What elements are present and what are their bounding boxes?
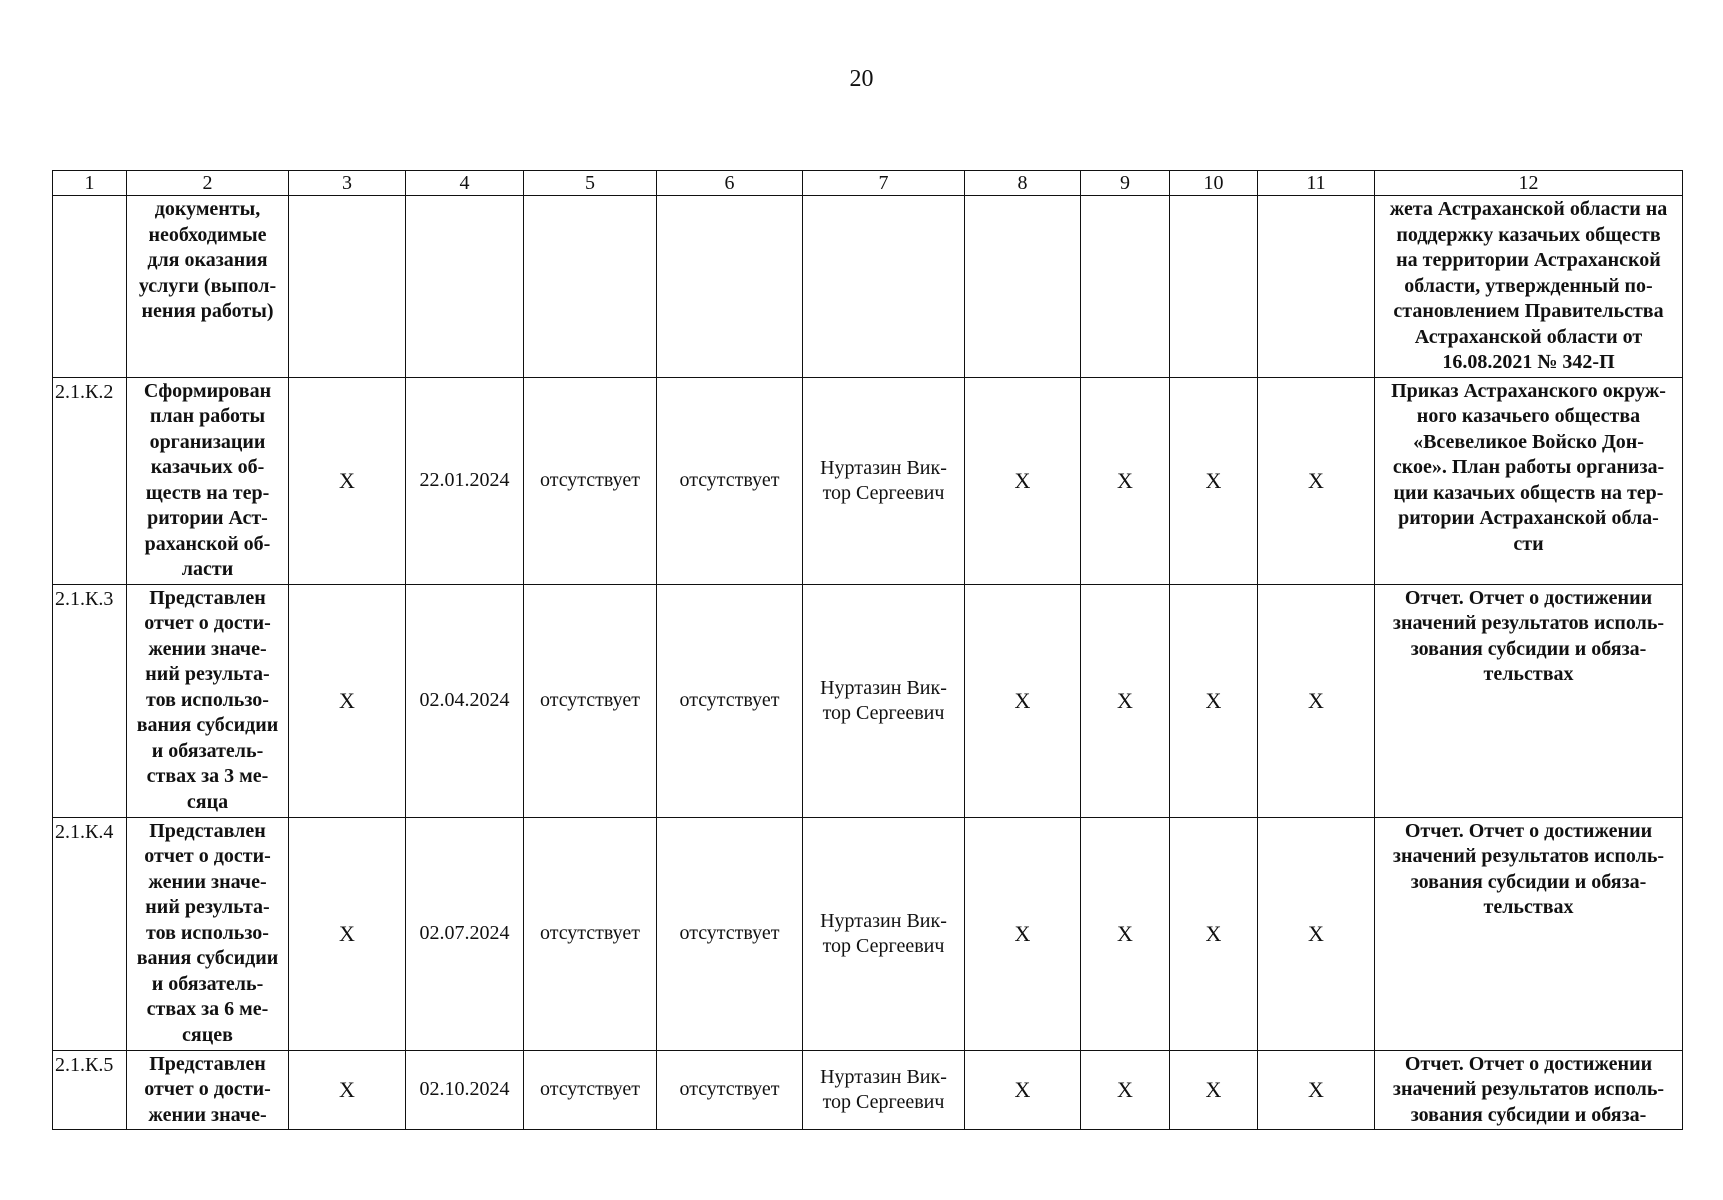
responsible-line: тор Сергеевич xyxy=(822,701,945,724)
row-id-cell: 2.1.К.3 xyxy=(53,584,127,817)
activity-line: отчет о дости- xyxy=(144,612,271,634)
mark-cell: Х xyxy=(1081,584,1170,817)
activity-line: вания субсидии xyxy=(136,947,279,969)
mark-cell: Х xyxy=(965,817,1081,1050)
activity-line: вания субсидии xyxy=(136,714,279,736)
responsible-line: Нуртазин Вик- xyxy=(820,1065,947,1088)
status-cell: отсутствует xyxy=(657,1050,803,1130)
status-cell: отсутствует xyxy=(657,817,803,1050)
row-id-cell: 2.1.К.2 xyxy=(53,377,127,584)
document-line: Отчет. Отчет о достижении xyxy=(1404,586,1653,609)
activity-line: ритории Аст- xyxy=(147,507,268,529)
empty-cell xyxy=(289,196,406,378)
activity-line: ствах за 6 ме- xyxy=(146,998,269,1020)
document-line: на территории Астраханской xyxy=(1396,249,1661,271)
activity-line: тов использо- xyxy=(146,921,269,944)
document-line: Отчет. Отчет о достижении xyxy=(1404,819,1653,842)
status-cell: отсутствует xyxy=(657,584,803,817)
document-line: Отчет. Отчет о достижении xyxy=(1404,1052,1653,1075)
status-cell: отсутствует xyxy=(524,377,657,584)
responsible-cell xyxy=(803,377,965,584)
activity-line: услуги (выпол- xyxy=(138,274,277,297)
responsible-line: Нуртазин Вик- xyxy=(820,909,947,932)
responsible-line: тор Сергеевич xyxy=(822,481,945,504)
mark-cell: Х xyxy=(1258,1050,1375,1130)
activity-line: для оказания xyxy=(147,249,268,271)
mark-cell: Х xyxy=(1170,1050,1258,1130)
date-cell: 02.07.2024 xyxy=(406,817,524,1050)
activity-line: Сформирован xyxy=(143,379,272,402)
header-cell: 6 xyxy=(657,171,803,196)
activity-line: документы, xyxy=(154,198,261,220)
mark-cell: Х xyxy=(289,1050,406,1130)
activity-line: раханской об- xyxy=(144,532,271,555)
table-row xyxy=(53,584,1683,817)
activity-cell xyxy=(127,196,289,378)
header-cell: 11 xyxy=(1258,171,1375,196)
document-cell xyxy=(1375,196,1683,378)
status-cell: отсутствует xyxy=(524,584,657,817)
document-line: 16.08.2021 № 342-П xyxy=(1442,351,1615,373)
activity-line: Представлен xyxy=(149,1052,266,1075)
activity-line: и обязатель- xyxy=(151,739,264,762)
document-line: области, утвержденный по- xyxy=(1404,274,1653,297)
document-line: значений результатов исполь- xyxy=(1392,1078,1665,1100)
document-line: Приказ Астраханского окруж- xyxy=(1391,379,1666,402)
document-cell xyxy=(1375,817,1683,1050)
responsible-cell xyxy=(803,817,965,1050)
status-cell: отсутствует xyxy=(657,377,803,584)
document-line: ного казачьего общества xyxy=(1416,405,1641,427)
document-line: зования субсидии и обяза- xyxy=(1410,637,1647,660)
mark-cell: Х xyxy=(965,377,1081,584)
activity-line: ний результа- xyxy=(145,663,270,685)
activity-line: организации xyxy=(149,430,266,453)
activity-cell xyxy=(127,377,289,584)
plan-table xyxy=(52,170,1683,1130)
header-row xyxy=(53,171,1683,196)
mark-cell: Х xyxy=(289,584,406,817)
document-line: «Всевеликое Войско Дон- xyxy=(1413,430,1644,453)
mark-cell: Х xyxy=(1258,584,1375,817)
activity-line: ствах за 3 ме- xyxy=(146,765,269,787)
header-cell: 7 xyxy=(803,171,965,196)
mark-cell: Х xyxy=(1170,377,1258,584)
document-cell xyxy=(1375,1050,1683,1130)
document-line: ское». План работы организа- xyxy=(1392,456,1665,478)
date-cell: 02.10.2024 xyxy=(406,1050,524,1130)
activity-line: Представлен xyxy=(149,819,266,842)
mark-cell: Х xyxy=(1081,1050,1170,1130)
document-line: ции казачьих обществ на тер- xyxy=(1393,481,1664,504)
empty-cell xyxy=(1258,196,1375,378)
activity-line: необходимые xyxy=(148,223,267,246)
activity-line: Представлен xyxy=(149,586,266,609)
row-id-cell: 2.1.К.5 xyxy=(53,1050,127,1130)
activity-line: казачьих об- xyxy=(150,456,265,478)
activity-line: тов использо- xyxy=(146,688,269,711)
page-number: 20 xyxy=(849,66,874,92)
header-cell: 8 xyxy=(965,171,1081,196)
document-cell xyxy=(1375,584,1683,817)
responsible-cell xyxy=(803,584,965,817)
activity-line: ний результа- xyxy=(145,896,270,918)
empty-cell xyxy=(965,196,1081,378)
continuation-row xyxy=(53,196,1683,378)
document-line: зования субсидии и обяза- xyxy=(1410,1103,1647,1126)
responsible-cell xyxy=(803,1050,965,1130)
row-id-cell: 2.1.К.4 xyxy=(53,817,127,1050)
activity-line: жении значе- xyxy=(148,1103,267,1126)
activity-line: ществ на тер- xyxy=(145,481,270,504)
document-line: тельствах xyxy=(1483,663,1574,685)
document-line: жета Астраханской области на xyxy=(1389,198,1668,220)
mark-cell: Х xyxy=(289,377,406,584)
responsible-line: Нуртазин Вик- xyxy=(820,676,947,699)
activity-line: и обязатель- xyxy=(151,972,264,995)
mark-cell: Х xyxy=(289,817,406,1050)
mark-cell: Х xyxy=(1258,377,1375,584)
activity-cell xyxy=(127,1050,289,1130)
document-cell xyxy=(1375,377,1683,584)
activity-line: отчет о дости- xyxy=(144,1078,271,1100)
header-cell: 4 xyxy=(406,171,524,196)
empty-cell xyxy=(1081,196,1170,378)
document-line: ритории Астраханской обла- xyxy=(1398,507,1659,529)
activity-line: сяцев xyxy=(182,1023,233,1046)
document-line: значений результатов исполь- xyxy=(1392,612,1665,634)
mark-cell: Х xyxy=(965,584,1081,817)
mark-cell: Х xyxy=(1081,377,1170,584)
activity-line: жении значе- xyxy=(148,870,267,893)
empty-cell xyxy=(406,196,524,378)
status-cell: отсутствует xyxy=(524,817,657,1050)
header-cell: 10 xyxy=(1170,171,1258,196)
activity-line: отчет о дости- xyxy=(144,845,271,867)
responsible-line: тор Сергеевич xyxy=(822,934,945,957)
table-row xyxy=(53,1050,1683,1130)
header-cell: 1 xyxy=(53,171,127,196)
table-row xyxy=(53,377,1683,584)
mark-cell: Х xyxy=(1258,817,1375,1050)
table-row xyxy=(53,817,1683,1050)
header-cell: 5 xyxy=(524,171,657,196)
empty-cell xyxy=(1170,196,1258,378)
mark-cell: Х xyxy=(1170,817,1258,1050)
document-line: сти xyxy=(1513,532,1544,555)
document-line: тельствах xyxy=(1483,896,1574,918)
activity-cell xyxy=(127,817,289,1050)
mark-cell: Х xyxy=(965,1050,1081,1130)
activity-line: жении значе- xyxy=(148,637,267,660)
document-line: становлением Правительства xyxy=(1393,300,1664,322)
header-cell: 3 xyxy=(289,171,406,196)
activity-line: сяца xyxy=(186,790,229,813)
activity-cell xyxy=(127,584,289,817)
status-cell: отсутствует xyxy=(524,1050,657,1130)
empty-cell xyxy=(524,196,657,378)
empty-cell xyxy=(657,196,803,378)
empty-cell xyxy=(803,196,965,378)
document-line: поддержку казачьих обществ xyxy=(1396,223,1661,246)
activity-line: ласти xyxy=(181,558,234,580)
document-line: Астраханской области от xyxy=(1414,325,1643,348)
mark-cell: Х xyxy=(1081,817,1170,1050)
responsible-line: тор Сергеевич xyxy=(822,1090,945,1113)
mark-cell: Х xyxy=(1170,584,1258,817)
date-cell: 02.04.2024 xyxy=(406,584,524,817)
activity-line: нения работы) xyxy=(141,300,274,322)
row-id-cell xyxy=(53,196,127,378)
header-cell: 2 xyxy=(127,171,289,196)
document-line: значений результатов исполь- xyxy=(1392,845,1665,867)
date-cell: 22.01.2024 xyxy=(406,377,524,584)
header-cell: 9 xyxy=(1081,171,1170,196)
responsible-line: Нуртазин Вик- xyxy=(820,456,947,479)
document-line: зования субсидии и обяза- xyxy=(1410,870,1647,893)
header-cell: 12 xyxy=(1375,171,1683,196)
activity-line: план работы xyxy=(149,405,266,427)
